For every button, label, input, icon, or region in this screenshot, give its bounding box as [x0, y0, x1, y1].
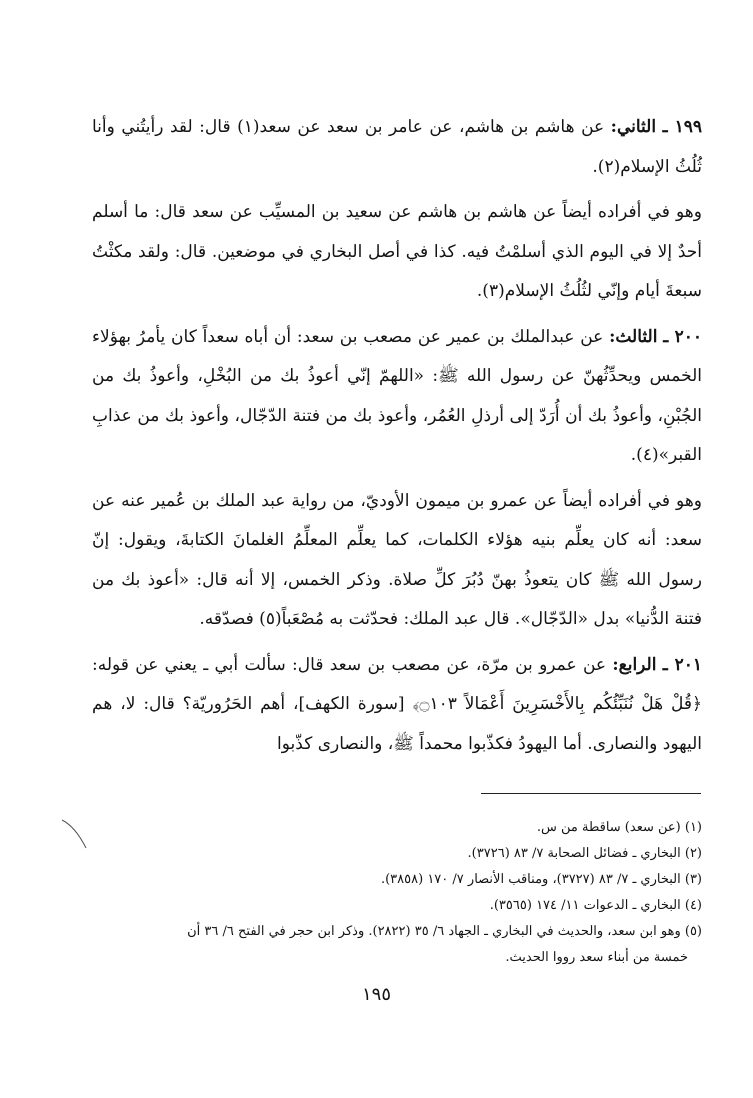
hadith-number: ٢٠٠ ـ [663, 326, 702, 347]
hadith-keyword: الرابع: [612, 654, 657, 675]
paragraph-text: عن عبدالملك بن عمير عن مصعب بن سعد: أن أباه سعداً كان يأمرُ بهؤلاء الخمس ويحدِّثُهنّ عن رسول الله ﷺ: «اللهمّ إنّي أعوذُ بك من البُخْلِ، وأعوذُ بك من الجُبْنِ، وأعوذُ بك أن أُرَدّ إلى أرذلِ العُمُر، وأعوذ بك من فتنة الدّجّال، وأعوذ بك من عذابِ القبر»(٤). [92, 326, 702, 465]
page-number: ١٩٥ [361, 984, 391, 1005]
paragraph-200 [92, 318, 702, 476]
hadith-number: ٢٠١ ـ [662, 654, 703, 675]
main-text [92, 108, 702, 764]
footnote-2: (٢) البخاري ـ فضائل الصحابة ٧/ ٨٣ (٣٧٢٦). [467, 846, 702, 861]
paragraph-199-note [92, 193, 702, 312]
hadith-keyword: الثاني: [610, 117, 657, 137]
footnote-1: (١) (عن سعد) ساقطة من س. [536, 820, 702, 835]
hadith-number: ١٩٩ ـ [662, 117, 702, 137]
paragraph-text: وهو في أفراده أيضاً عن عمرو بن ميمون الأوديّ، من رواية عبد الملك بن عُمير عنه عن سعد: أنه كان يعلِّم بنيه هؤلاء الكلمات، كما يعلِّم المعلِّمُ الغلمانَ الكتابةَ، ويقول: إنّ رسول الله ﷺ كان يتعوذُ بهنّ دُبُرَ كلِّ صلاة. وذكر الخمس، إلا أنه قال: «أعوذ بك من فتنة الدُّنيا» بدل «الدّجّال». قال عبد الملك: فحدّثت به مُصْعَباً(٥) فصدّقه. [92, 490, 702, 629]
paragraph-text: عن عمرو بن مرّة، عن مصعب بن سعد قال: سألت أبي ـ يعني عن قوله: ﴿قُلْ هَلْ نُنَبِّئُكُم بِالأَخْسَرِينَ أَعْمَالاً ۝١٠٣﴾ [سورة الكهف]، أهم الحَرُوريّة؟ قال: لا، هم اليهود والنصارى. أما اليهودُ فكذّبوا محمداً ﷺ، والنصارى كذّبوا [92, 654, 703, 754]
hadith-keyword: الثالث: [609, 326, 658, 347]
paragraph-199 [92, 108, 702, 187]
paragraph-text: وهو في أفراده أيضاً عن هاشم بن هاشم عن سعيد بن المسيِّب عن سعد قال: ما أسلم أحدٌ إلا في اليوم الذي أسلمْتُ فيه. كذا في أصل البخاري في موضعين. قال: ولقد مكثْتُ سبعةَ أيام وإنّي لثُلُثُ الإسلام(٣). [92, 202, 702, 301]
footnotes [80, 815, 702, 971]
footnote-4: (٤) البخاري ـ الدعوات ١١/ ١٧٤ (٣٥٦٥). [489, 898, 702, 913]
paragraph-201 [92, 646, 702, 765]
footnote-5: (٥) وهو ابن سعد، والحديث في البخاري ـ الجهاد ٦/ ٣٥ (٢٨٢٢). وذكر ابن حجر في الفتح ٦/ ٣٦ أن [187, 924, 702, 939]
footnote-3: (٣) البخاري ـ ٧/ ٨٣ (٣٧٢٧)، ومناقب الأنصار ٧/ ١٧٠ (٣٨٥٨). [380, 872, 702, 887]
footnote-5-continuation: خمسة من أبناء سعد رووا الحديث. [505, 950, 688, 965]
paragraph-text: عن هاشم بن هاشم، عن عامر بن سعد عن سعد(١) قال: لقد رأيتُني وأنا ثُلُثُ الإسلام(٢). [92, 117, 702, 177]
paragraph-200-note [92, 482, 702, 640]
footnote-divider [481, 793, 701, 794]
